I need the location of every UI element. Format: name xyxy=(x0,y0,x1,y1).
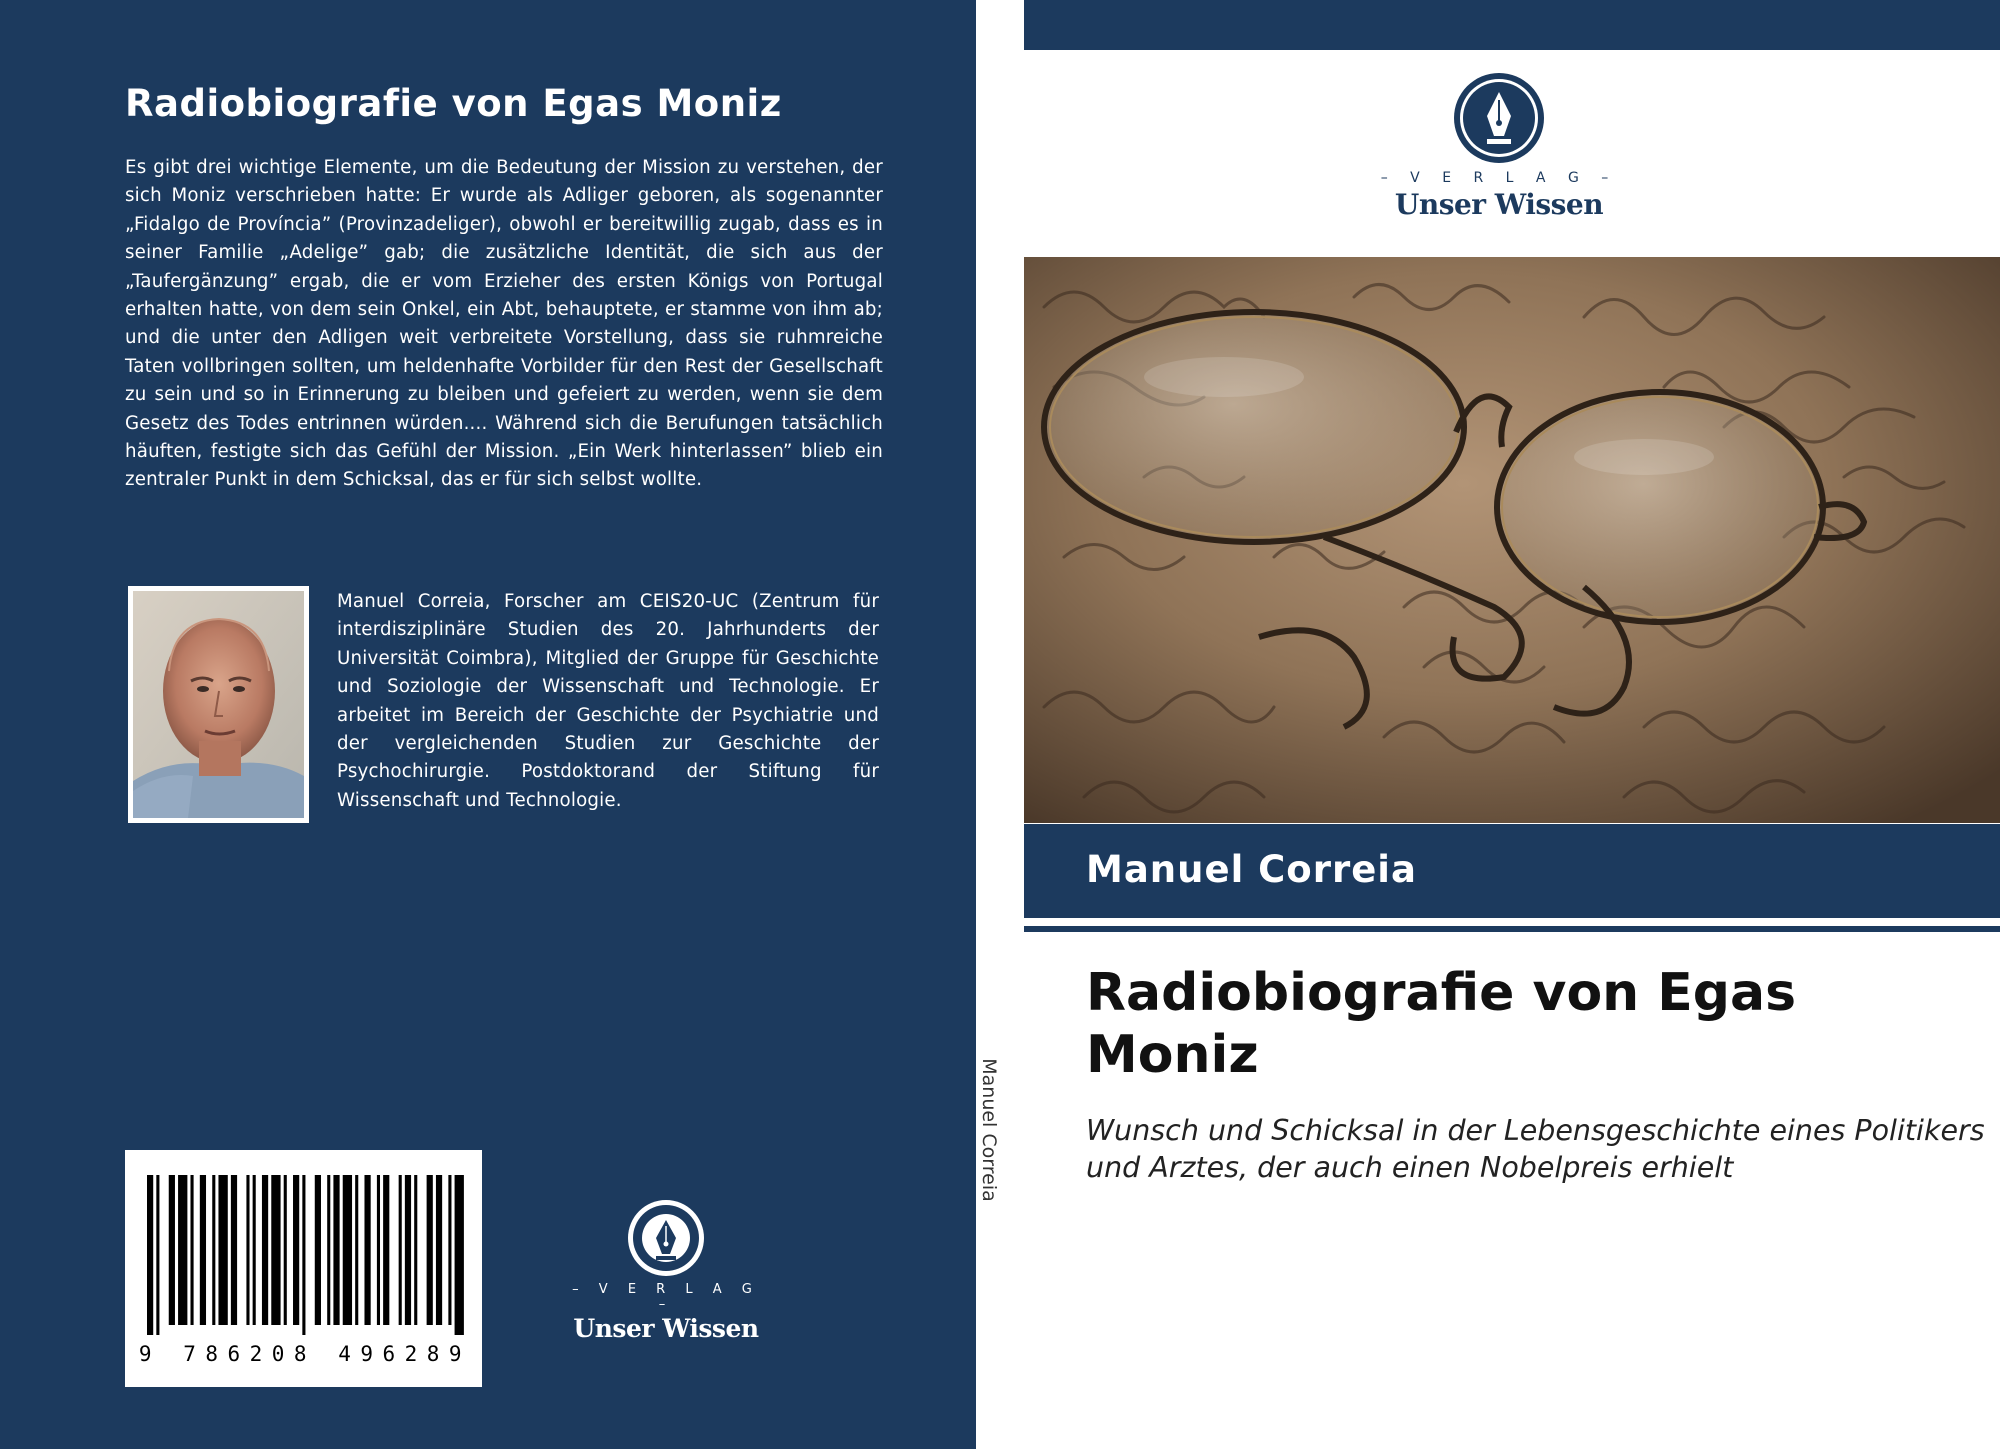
back-cover-title: Radiobiografie von Egas Moniz xyxy=(125,82,782,125)
barcode-bar xyxy=(343,1175,352,1325)
barcode-bar xyxy=(262,1175,268,1325)
spine-author: Manuel Correia xyxy=(978,1058,1000,1202)
barcode-icon xyxy=(147,1175,467,1335)
barcode-bar xyxy=(253,1175,256,1325)
barcode-bar xyxy=(448,1175,451,1325)
barcode-bar xyxy=(200,1175,206,1325)
barcode-bar xyxy=(246,1175,249,1325)
back-publisher-verlag: – V E R L A G – xyxy=(572,1282,760,1312)
barcode-bar xyxy=(364,1175,370,1325)
back-cover xyxy=(0,0,976,1449)
barcode-bar xyxy=(315,1175,321,1325)
barcode-bar xyxy=(284,1175,287,1325)
barcode-bar xyxy=(156,1175,159,1335)
author-portrait-image xyxy=(133,591,304,818)
barcode-bar xyxy=(271,1175,280,1325)
divider-rule xyxy=(1024,926,2000,932)
barcode-bar xyxy=(147,1175,153,1335)
barcode-bar xyxy=(178,1175,187,1325)
front-cover-subtitle: Wunsch und Schicksal in der Lebensgeschichte eines Politikers und Arztes, der auch einen Nobelpreis erhielt xyxy=(1086,1114,1985,1184)
isbn-barcode xyxy=(125,1150,482,1387)
barcode-bar xyxy=(169,1175,175,1325)
author-photo xyxy=(128,586,309,823)
barcode-bar xyxy=(455,1175,464,1335)
barcode-bar xyxy=(293,1175,299,1325)
top-band xyxy=(1024,0,2000,50)
back-publisher-name: Unser Wissen xyxy=(573,1314,759,1343)
barcode-bar xyxy=(302,1175,305,1335)
front-publisher-logo xyxy=(1374,72,1624,221)
author-biography: Manuel Correia, Forscher am CEIS20-UC (Zentrum für interdisziplinäre Studien des 20. Jahrhunderts der Universität Coimbra), Mitglied der Gruppe für Geschichte und Soziologie der Wissenschaft und Technologie. Er arbeitet im Bereich der Geschichte der Psychiatrie und der vergleichenden Studien zur Geschichte der Psychochirurgie. Postdoktorand der Stiftung für Wissenschaft und Technologie. xyxy=(337,591,879,811)
cover-photo-glasses-on-manuscript xyxy=(1024,257,2000,823)
barcode-bar xyxy=(405,1175,411,1325)
barcode-bar xyxy=(399,1175,402,1325)
fountain-pen-nib-icon xyxy=(1453,72,1545,164)
barcode-bar xyxy=(190,1175,193,1325)
barcode-bar xyxy=(414,1175,417,1325)
isbn-number: 9 786208 496289 xyxy=(138,1342,472,1366)
front-author-name: Manuel Correia xyxy=(1086,848,1417,891)
barcode-bar xyxy=(231,1175,237,1325)
glasses-illustration xyxy=(1024,257,2000,823)
front-publisher-name: Unser Wissen xyxy=(1394,188,1604,221)
front-publisher-verlag: – V E R L A G – xyxy=(1380,170,1618,186)
barcode-bar xyxy=(212,1175,215,1325)
barcode-bar xyxy=(436,1175,442,1325)
front-cover xyxy=(1024,0,2000,1449)
barcode-bar xyxy=(355,1175,358,1325)
barcode-bar xyxy=(427,1175,433,1325)
barcode-bar xyxy=(327,1175,330,1325)
barcode-bar xyxy=(333,1175,339,1325)
book-spine xyxy=(976,0,1024,1449)
book-blurb: Es gibt drei wichtige Elemente, um die Bedeutung der Mission zu verstehen, der sich Moniz verschrieben hatte: Er wurde als Adliger geboren, als sogenannter „Fidalgo de Província” (Provinzadeliger), obwohl er bereitwillig zugab, dass es in seiner Familie „Adelige” gab; die zusätzliche Identität, die sich aus der „Taufergänzung” ergab, die er vom Erzieher des ersten Königs von Portugal erhalten hatte, von dem sein Onkel, ein Abt, behauptete, er stamme von ihm ab; und die unter den Adligen weit verbreitete Vorstellung, dass sie ruhmreiche Taten vollbringen sollten, um heldenhafte Vorbilder für den Rest der Gesellschaft zu sein und so in Erinnerung zu bleiben und gefeiert zu werden, wenn sie dem Gesetz des Todes entrinnen würden.... Während sich die Berufungen tatsächlich häuften, festigte sich das Gefühl der Mission. „Ein Werk hinterlassen” blieb ein zentraler Punkt in dem Schicksal, das er für sich selbst wollte. xyxy=(125,157,883,491)
author-band xyxy=(1024,824,2000,918)
barcode-bar xyxy=(377,1175,380,1325)
front-cover-title: Radiobiografie von Egas Moniz xyxy=(1086,963,1797,1085)
barcode-bar xyxy=(383,1175,389,1325)
back-publisher-logo xyxy=(566,1198,766,1343)
barcode-bar xyxy=(218,1175,227,1325)
fountain-pen-nib-icon xyxy=(626,1198,706,1278)
